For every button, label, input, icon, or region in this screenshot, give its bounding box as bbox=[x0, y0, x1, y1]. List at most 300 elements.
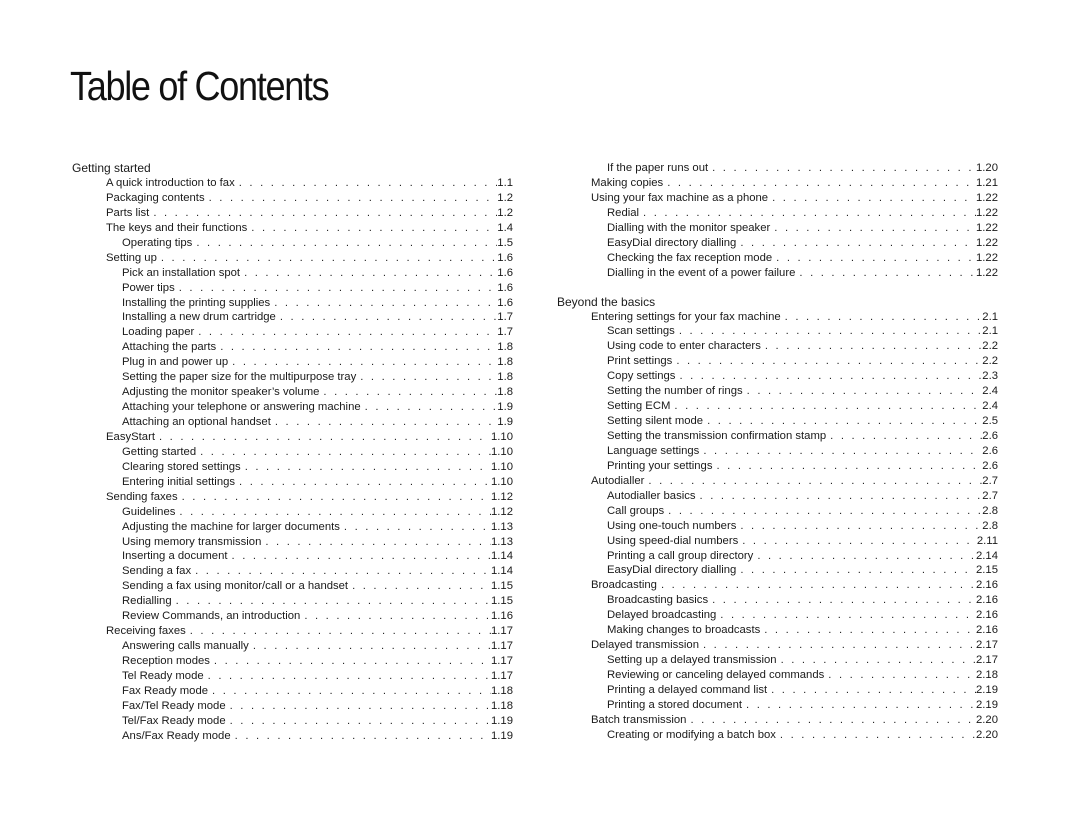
toc-entry[interactable] bbox=[122, 729, 513, 744]
toc-entry[interactable] bbox=[122, 281, 513, 296]
toc-entry-page: 1.7 bbox=[497, 311, 513, 324]
toc-entry-page: 1.17 bbox=[491, 640, 513, 653]
dot-leader bbox=[657, 578, 976, 593]
toc-entry[interactable] bbox=[122, 549, 513, 564]
toc-left-column bbox=[72, 161, 513, 744]
toc-entry-title: Fax/Tel Ready mode bbox=[122, 699, 226, 712]
dot-leader bbox=[228, 549, 491, 564]
toc-entry[interactable] bbox=[607, 324, 998, 339]
toc-entry-page: 2.16 bbox=[976, 609, 998, 622]
toc-entry-page: 2.16 bbox=[976, 579, 998, 592]
toc-entry[interactable] bbox=[607, 504, 998, 519]
dot-leader bbox=[768, 191, 976, 206]
dot-leader bbox=[241, 460, 491, 475]
toc-entry-page: 1.14 bbox=[491, 565, 513, 578]
toc-entry-page: 1.17 bbox=[491, 625, 513, 638]
dot-leader bbox=[795, 266, 976, 281]
toc-entry[interactable] bbox=[122, 340, 513, 355]
toc-entry-title: Sending a fax using monitor/call or a handset bbox=[122, 580, 349, 593]
dot-leader bbox=[192, 236, 497, 251]
toc-entry-page: 2.20 bbox=[976, 728, 998, 741]
toc-entry-page: 1.22 bbox=[976, 236, 998, 249]
toc-entry[interactable] bbox=[122, 639, 513, 654]
toc-entry[interactable] bbox=[122, 564, 513, 579]
toc-entry[interactable] bbox=[122, 310, 513, 325]
dot-leader bbox=[276, 310, 497, 325]
dot-leader bbox=[708, 161, 976, 176]
toc-entry[interactable] bbox=[607, 161, 998, 176]
toc-entry-title: Receiving faxes bbox=[106, 625, 186, 638]
toc-entry-page: 1.7 bbox=[497, 326, 513, 339]
toc-entry-title: Using memory transmission bbox=[122, 535, 262, 548]
toc-entry-title: Setting silent mode bbox=[607, 415, 704, 428]
toc-entry-page: 1.22 bbox=[976, 251, 998, 264]
toc-entry-title: Getting started bbox=[122, 445, 197, 458]
toc-entry[interactable] bbox=[607, 429, 998, 444]
toc-entry-page: 1.10 bbox=[491, 445, 513, 458]
toc-entry-title: Reception modes bbox=[122, 655, 210, 667]
toc-entry-page: 1.18 bbox=[491, 684, 513, 697]
toc-entry-page: 1.5 bbox=[497, 236, 513, 249]
toc-entry-title: Sending faxes bbox=[106, 490, 178, 503]
toc-entry-title: Checking the fax reception mode bbox=[607, 251, 773, 264]
toc-entry-title: Parts list bbox=[106, 206, 150, 219]
toc-entry[interactable] bbox=[607, 653, 998, 668]
toc-entry-title: Printing a call group directory bbox=[607, 549, 754, 562]
toc-entry-title: Review Commands, an introduction bbox=[122, 610, 301, 623]
dot-leader bbox=[777, 653, 976, 668]
dot-leader bbox=[319, 385, 497, 400]
toc-entry[interactable] bbox=[607, 384, 998, 399]
dot-leader bbox=[210, 654, 491, 669]
toc-entry-page: 2.16 bbox=[976, 594, 998, 607]
dot-leader bbox=[271, 415, 497, 430]
dot-leader bbox=[172, 594, 491, 609]
toc-entry-page: 2.11 bbox=[976, 534, 998, 547]
toc-entry-page: 2.2 bbox=[982, 340, 998, 353]
toc-entry-page: 2.20 bbox=[976, 713, 998, 726]
toc-entry[interactable] bbox=[607, 206, 998, 221]
toc-entry[interactable] bbox=[591, 713, 998, 728]
toc-entry[interactable] bbox=[607, 459, 998, 474]
toc-entry-title: Printing a stored document bbox=[607, 698, 743, 711]
dot-leader bbox=[770, 221, 976, 236]
toc-entry-title: Dialling with the monitor speaker bbox=[607, 221, 771, 234]
toc-entry-title: Adjusting the machine for larger documents bbox=[122, 520, 340, 533]
toc-entry-title: Installing the printing supplies bbox=[122, 296, 271, 309]
toc-entry[interactable] bbox=[607, 414, 998, 429]
toc-entry-page: 1.13 bbox=[491, 535, 513, 548]
toc-entry-page: 1.12 bbox=[491, 490, 513, 503]
toc-entry-page: 2.1 bbox=[982, 325, 998, 338]
toc-entry[interactable] bbox=[122, 609, 513, 624]
dot-leader bbox=[216, 340, 497, 355]
toc-entry-title: Print settings bbox=[607, 355, 673, 368]
toc-entry-title: Setting the paper size for the multipurpose tray bbox=[122, 371, 357, 384]
toc-entry[interactable] bbox=[122, 296, 513, 311]
toc-entry[interactable] bbox=[607, 593, 998, 608]
toc-entry-page: 1.22 bbox=[976, 191, 998, 204]
toc-entry-title: Printing a delayed command list bbox=[607, 683, 768, 696]
toc-entry[interactable] bbox=[106, 490, 513, 505]
toc-entry-page: 1.12 bbox=[491, 505, 513, 518]
dot-leader bbox=[261, 535, 491, 550]
toc-entry-page: 1.8 bbox=[497, 386, 513, 399]
toc-entry-page: 1.17 bbox=[491, 669, 513, 682]
dot-leader bbox=[760, 623, 976, 638]
toc-entry-page: 1.19 bbox=[491, 714, 513, 727]
toc-entry-page: 2.7 bbox=[982, 474, 998, 487]
toc-entry-title: Guidelines bbox=[122, 505, 176, 518]
toc-entry[interactable] bbox=[122, 684, 513, 699]
toc-entry[interactable] bbox=[122, 475, 513, 490]
toc-entry[interactable] bbox=[122, 579, 513, 594]
toc-entry-page: 2.1 bbox=[982, 310, 998, 323]
dot-leader bbox=[767, 683, 976, 698]
toc-entry-page: 1.6 bbox=[497, 281, 513, 294]
dot-leader bbox=[191, 564, 491, 579]
page-title: Table of Contents bbox=[70, 63, 329, 109]
section-heading-getting-started: Getting started bbox=[72, 161, 151, 175]
dot-leader bbox=[738, 534, 977, 549]
toc-entry-title: Broadcasting bbox=[591, 579, 657, 592]
toc-entry-page: 1.10 bbox=[491, 430, 513, 443]
dot-leader bbox=[664, 504, 982, 519]
toc-entry-page: 2.6 bbox=[982, 444, 998, 457]
toc-entry-title: Entering initial settings bbox=[122, 475, 236, 488]
toc-entry-title: Operating tips bbox=[122, 236, 193, 249]
toc-entry-title: Reviewing or canceling delayed commands bbox=[607, 669, 825, 681]
toc-entry-title: Adjusting the monitor speaker’s volume bbox=[122, 386, 320, 399]
dot-leader bbox=[686, 713, 976, 728]
dot-leader bbox=[736, 563, 976, 578]
toc-entry-page: 1.4 bbox=[497, 221, 513, 234]
toc-entry-page: 1.20 bbox=[976, 162, 998, 174]
toc-entry-page: 2.17 bbox=[976, 654, 998, 667]
dot-leader bbox=[205, 191, 498, 206]
toc-entry-title: Tel/Fax Ready mode bbox=[122, 714, 226, 727]
toc-entry[interactable] bbox=[122, 445, 513, 460]
dot-leader bbox=[194, 325, 497, 340]
toc-entry[interactable] bbox=[607, 728, 998, 743]
dot-leader bbox=[186, 624, 491, 639]
toc-entry-title: Creating or modifying a batch box bbox=[607, 728, 776, 741]
toc-entry[interactable] bbox=[591, 578, 998, 593]
toc-entry[interactable] bbox=[106, 624, 513, 639]
toc-entry[interactable] bbox=[106, 430, 513, 445]
toc-entry-title: Setting the transmission confirmation stamp bbox=[607, 430, 827, 442]
toc-entry-page: 1.21 bbox=[976, 176, 998, 189]
toc-entry[interactable] bbox=[122, 520, 513, 535]
toc-entry[interactable] bbox=[607, 519, 998, 534]
toc-entry[interactable] bbox=[122, 325, 513, 340]
dot-leader bbox=[270, 296, 497, 311]
toc-entry-title: Language settings bbox=[607, 444, 700, 457]
toc-entry[interactable] bbox=[122, 654, 513, 669]
toc-right-column bbox=[557, 161, 998, 743]
toc-entry-page: 2.2 bbox=[982, 355, 998, 368]
dot-leader bbox=[644, 474, 982, 489]
toc-entry[interactable] bbox=[122, 385, 513, 400]
toc-entry-page: 1.9 bbox=[497, 416, 513, 428]
toc-entry-page: 2.15 bbox=[976, 564, 998, 577]
dot-leader bbox=[736, 519, 982, 534]
toc-entry-page: 1.1 bbox=[497, 177, 513, 189]
toc-entry-title: Plug in and power up bbox=[122, 356, 229, 369]
dot-leader bbox=[235, 176, 498, 191]
toc-entry-title: Using speed-dial numbers bbox=[607, 534, 739, 547]
toc-entry[interactable] bbox=[106, 221, 513, 236]
dot-leader bbox=[736, 236, 976, 251]
dot-leader bbox=[361, 400, 498, 415]
toc-entry[interactable] bbox=[122, 370, 513, 385]
toc-entry[interactable] bbox=[122, 535, 513, 550]
toc-entry-title: Attaching the parts bbox=[122, 341, 217, 354]
toc-entry[interactable] bbox=[122, 505, 513, 520]
dot-leader bbox=[696, 489, 983, 504]
toc-entry[interactable] bbox=[607, 608, 998, 623]
toc-entry-title: Setting up bbox=[106, 251, 157, 264]
toc-entry-page: 2.19 bbox=[976, 683, 998, 696]
toc-entry-page: 1.9 bbox=[497, 401, 513, 414]
toc-entry-page: 1.6 bbox=[497, 251, 513, 264]
toc-entry-title: Copy settings bbox=[607, 370, 676, 383]
toc-entry-title: Making copies bbox=[591, 176, 664, 189]
toc-entry-title: Entering settings for your fax machine bbox=[591, 310, 781, 323]
toc-entry-page: 2.4 bbox=[982, 385, 998, 398]
toc-entry-title: Using code to enter characters bbox=[607, 340, 761, 353]
toc-entry-title: Using your fax machine as a phone bbox=[591, 191, 769, 204]
toc-entry-page: 1.14 bbox=[491, 550, 513, 563]
toc-entry-title: Delayed broadcasting bbox=[607, 609, 717, 622]
toc-entry[interactable] bbox=[607, 339, 998, 354]
dot-leader bbox=[348, 579, 491, 594]
dot-leader bbox=[155, 430, 491, 445]
toc-entry[interactable] bbox=[122, 460, 513, 475]
toc-entry-title: Using one-touch numbers bbox=[607, 519, 737, 532]
toc-entry-page: 1.22 bbox=[976, 206, 998, 219]
toc-entry-page: 1.18 bbox=[491, 699, 513, 712]
toc-entry[interactable] bbox=[607, 534, 998, 549]
toc-entry-page: 2.6 bbox=[982, 459, 998, 472]
toc-entry[interactable] bbox=[607, 444, 998, 459]
dot-leader bbox=[175, 281, 498, 296]
toc-entry-title: A quick introduction to fax bbox=[106, 177, 235, 189]
toc-entry-page: 1.6 bbox=[497, 266, 513, 279]
dot-leader bbox=[670, 399, 982, 414]
toc-entry[interactable] bbox=[607, 221, 998, 236]
dot-leader bbox=[675, 324, 982, 339]
dot-leader bbox=[149, 206, 497, 221]
toc-entry-title: Scan settings bbox=[607, 325, 675, 338]
toc-entry-page: 1.19 bbox=[491, 729, 513, 742]
toc-entry-title: Installing a new drum cartridge bbox=[122, 311, 276, 324]
toc-entry[interactable] bbox=[106, 206, 513, 221]
toc-entry[interactable] bbox=[591, 176, 998, 191]
toc-entry-title: Tel Ready mode bbox=[122, 669, 204, 682]
toc-entry-title: Setting the number of rings bbox=[607, 385, 743, 398]
toc-entry[interactable] bbox=[122, 594, 513, 609]
toc-entry[interactable] bbox=[591, 310, 998, 325]
dot-leader bbox=[231, 729, 491, 744]
dot-leader bbox=[672, 354, 982, 369]
toc-entry-page: 1.8 bbox=[497, 341, 513, 354]
toc-entry-title: Batch transmission bbox=[591, 713, 687, 726]
toc-entry-page: 2.16 bbox=[976, 624, 998, 637]
dot-leader bbox=[340, 520, 491, 535]
toc-entry-page: 2.19 bbox=[976, 698, 998, 711]
dot-leader bbox=[826, 429, 982, 444]
toc-entry[interactable] bbox=[122, 415, 513, 430]
toc-entry-page: 2.7 bbox=[982, 489, 998, 502]
toc-entry-page: 1.22 bbox=[976, 221, 998, 234]
dot-leader bbox=[781, 310, 983, 325]
toc-entry[interactable] bbox=[607, 236, 998, 251]
toc-entry-page: 1.10 bbox=[491, 460, 513, 473]
toc-entry-title: EasyDial directory dialling bbox=[607, 236, 737, 249]
toc-entry-title: Ans/Fax Ready mode bbox=[122, 729, 231, 742]
dot-leader bbox=[228, 355, 497, 370]
toc-entry-title: Autodialler bbox=[591, 474, 645, 487]
dot-leader bbox=[716, 608, 976, 623]
dot-leader bbox=[196, 445, 491, 460]
dot-leader bbox=[824, 668, 976, 683]
dot-leader bbox=[300, 609, 491, 624]
toc-entry-title: Answering calls manually bbox=[122, 640, 249, 653]
toc-entry[interactable] bbox=[106, 176, 513, 191]
toc-entry-title: Power tips bbox=[122, 281, 175, 294]
dot-leader bbox=[708, 593, 976, 608]
dot-leader bbox=[772, 251, 976, 266]
toc-entry-page: 1.2 bbox=[497, 191, 513, 204]
toc-entry[interactable] bbox=[607, 489, 998, 504]
toc-entry-title: Setting up a delayed transmission bbox=[607, 654, 777, 667]
toc-entry-title: The keys and their functions bbox=[106, 221, 248, 234]
toc-entry-title: Call groups bbox=[607, 504, 665, 517]
toc-entry-page: 1.15 bbox=[491, 595, 513, 608]
toc-entry[interactable] bbox=[607, 563, 998, 578]
toc-entry-title: Pick an installation spot bbox=[122, 266, 241, 279]
toc-entry-title: Packaging contents bbox=[106, 191, 205, 204]
dot-leader bbox=[235, 475, 491, 490]
dot-leader bbox=[208, 684, 491, 699]
toc-entry[interactable] bbox=[591, 638, 998, 653]
dot-leader bbox=[178, 490, 491, 505]
dot-leader bbox=[675, 369, 982, 384]
dot-leader bbox=[226, 714, 491, 729]
toc-entry-title: Setting ECM bbox=[607, 400, 671, 413]
toc-entry-title: Attaching your telephone or answering machine bbox=[122, 401, 361, 414]
toc-entry-title: Printing your settings bbox=[607, 459, 713, 472]
dot-leader bbox=[157, 251, 497, 266]
toc-entry-page: 2.14 bbox=[976, 549, 998, 562]
dot-leader bbox=[742, 698, 976, 713]
toc-entry[interactable] bbox=[607, 623, 998, 638]
toc-entry[interactable] bbox=[607, 354, 998, 369]
toc-entry[interactable] bbox=[122, 714, 513, 729]
toc-entry-title: Redialling bbox=[122, 595, 172, 608]
toc-entry-page: 2.6 bbox=[982, 430, 998, 442]
toc-entry-title: Clearing stored settings bbox=[122, 460, 241, 473]
toc-entry-title: Loading paper bbox=[122, 326, 195, 339]
dot-leader bbox=[776, 728, 976, 743]
toc-entry-page: 1.2 bbox=[497, 206, 513, 219]
toc-entry-page: 2.4 bbox=[982, 400, 998, 413]
dot-leader bbox=[663, 176, 976, 191]
toc-entry[interactable] bbox=[106, 191, 513, 206]
toc-entry[interactable] bbox=[591, 474, 998, 489]
toc-entry[interactable] bbox=[122, 236, 513, 251]
toc-entry[interactable] bbox=[122, 699, 513, 714]
toc-entry[interactable] bbox=[122, 355, 513, 370]
dot-leader bbox=[699, 444, 982, 459]
dot-leader bbox=[226, 699, 491, 714]
dot-leader bbox=[247, 221, 497, 236]
dot-leader bbox=[753, 549, 976, 564]
toc-entry-page: 2.8 bbox=[982, 504, 998, 517]
toc-entry-page: 1.8 bbox=[497, 356, 513, 369]
toc-entry[interactable] bbox=[122, 669, 513, 684]
toc-entry-title: Sending a fax bbox=[122, 565, 192, 578]
toc-entry[interactable] bbox=[607, 251, 998, 266]
toc-entry-title: Attaching an optional handset bbox=[122, 416, 271, 428]
toc-entry-page: 2.5 bbox=[982, 415, 998, 428]
toc-entry[interactable] bbox=[607, 683, 998, 698]
toc-entry-page: 1.6 bbox=[497, 296, 513, 309]
dot-leader bbox=[240, 266, 497, 281]
toc-entry-title: EasyStart bbox=[106, 430, 155, 443]
toc-entry[interactable] bbox=[122, 400, 513, 415]
toc-entry-page: 1.16 bbox=[491, 610, 513, 623]
toc-entry-title: Fax Ready mode bbox=[122, 684, 209, 697]
dot-leader bbox=[703, 414, 982, 429]
toc-entry-page: 1.22 bbox=[976, 266, 998, 279]
dot-leader bbox=[699, 638, 976, 653]
toc-entry[interactable] bbox=[607, 549, 998, 564]
toc-entry-title: Dialling in the event of a power failure bbox=[607, 266, 796, 279]
toc-entry-page: 1.8 bbox=[497, 371, 513, 384]
section-spacer bbox=[557, 281, 998, 295]
toc-entry[interactable] bbox=[607, 668, 998, 683]
toc-entry[interactable] bbox=[607, 698, 998, 713]
toc-entry-title: Broadcasting basics bbox=[607, 594, 709, 607]
toc-entry-title: Autodialler basics bbox=[607, 489, 696, 502]
dot-leader bbox=[175, 505, 491, 520]
dot-leader bbox=[743, 384, 983, 399]
toc-entry-page: 1.17 bbox=[491, 655, 513, 667]
section-heading-beyond-the-basics: Beyond the basics bbox=[557, 294, 656, 309]
toc-entry[interactable] bbox=[122, 266, 513, 281]
toc-entry-title: Redial bbox=[607, 206, 640, 219]
toc-entry-page: 2.8 bbox=[982, 519, 998, 532]
toc-entry-page: 1.10 bbox=[491, 475, 513, 488]
toc-entry-page: 1.15 bbox=[491, 580, 513, 593]
toc-entry-page: 2.17 bbox=[976, 639, 998, 652]
toc-entry[interactable] bbox=[607, 266, 998, 281]
toc-entry[interactable] bbox=[106, 251, 513, 266]
dot-leader bbox=[713, 459, 983, 474]
dot-leader bbox=[761, 339, 982, 354]
toc-entry-title: Inserting a document bbox=[122, 550, 228, 563]
dot-leader bbox=[356, 370, 497, 385]
dot-leader bbox=[249, 639, 491, 654]
dot-leader bbox=[639, 206, 976, 221]
toc-entry-title: Delayed transmission bbox=[591, 639, 699, 652]
toc-entry[interactable] bbox=[607, 399, 998, 414]
toc-entry[interactable] bbox=[607, 369, 998, 384]
toc-entry[interactable] bbox=[591, 191, 998, 206]
toc-entry-title: EasyDial directory dialling bbox=[607, 564, 737, 577]
